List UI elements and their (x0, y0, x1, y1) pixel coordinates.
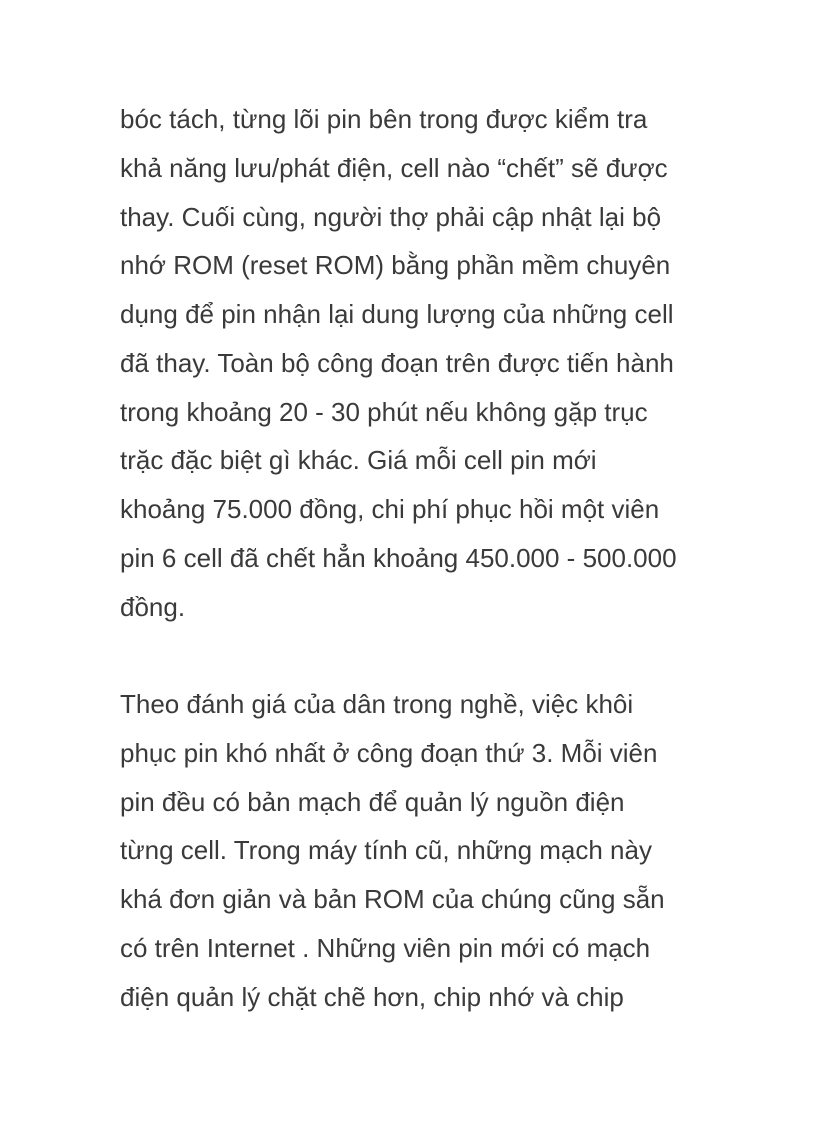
text-line: dụng để pin nhận lại dung lượng của những cell (120, 299, 674, 329)
text-line: bóc tách, từng lõi pin bên trong được kiểm tra (120, 104, 648, 134)
text-line: thay. Cuối cùng, người thợ phải cập nhật lại bộ (120, 201, 662, 232)
text-line: pin 6 cell đã chết hẳn khoảng 450.000 - 500.000 (120, 542, 677, 573)
text-line: phục pin khó nhất ở công đoạn thứ 3. Mỗi viên (120, 737, 658, 768)
text-line: trong khoảng 20 - 30 phút nếu không gặp trục (120, 396, 648, 427)
text-line: khoảng 75.000 đồng, chi phí phục hồi một viên (120, 494, 660, 524)
text-line: pin đều có bản mạch để quản lý nguồn điện (120, 786, 625, 817)
text-line: đồng. (120, 591, 186, 622)
text-line: có trên Internet . Những viên pin mới có mạch (120, 932, 651, 963)
text-line: khả năng lưu/phát điện, cell nào “chết” sẽ được (120, 152, 668, 183)
text-line: đã thay. Toàn bộ công đoạn trên được tiến hành (120, 347, 674, 378)
text-line: khá đơn giản và bản ROM của chúng cũng sẵn (120, 884, 665, 914)
text-line: Theo đánh giá của dân trong nghề, việc khôi (120, 689, 634, 719)
text-line: nhớ ROM (reset ROM) bằng phần mềm chuyên (120, 250, 671, 281)
text-line: điện quản lý chặt chẽ hơn, chip nhớ và chip (120, 981, 624, 1012)
text-line: từng cell. Trong máy tính cũ, những mạch này (120, 835, 652, 866)
text-line: trặc đặc biệt gì khác. Giá mỗi cell pin mới (120, 445, 597, 476)
paragraph-battery-repair-process (120, 95, 710, 631)
paragraph-expert-opinion (120, 680, 710, 1021)
